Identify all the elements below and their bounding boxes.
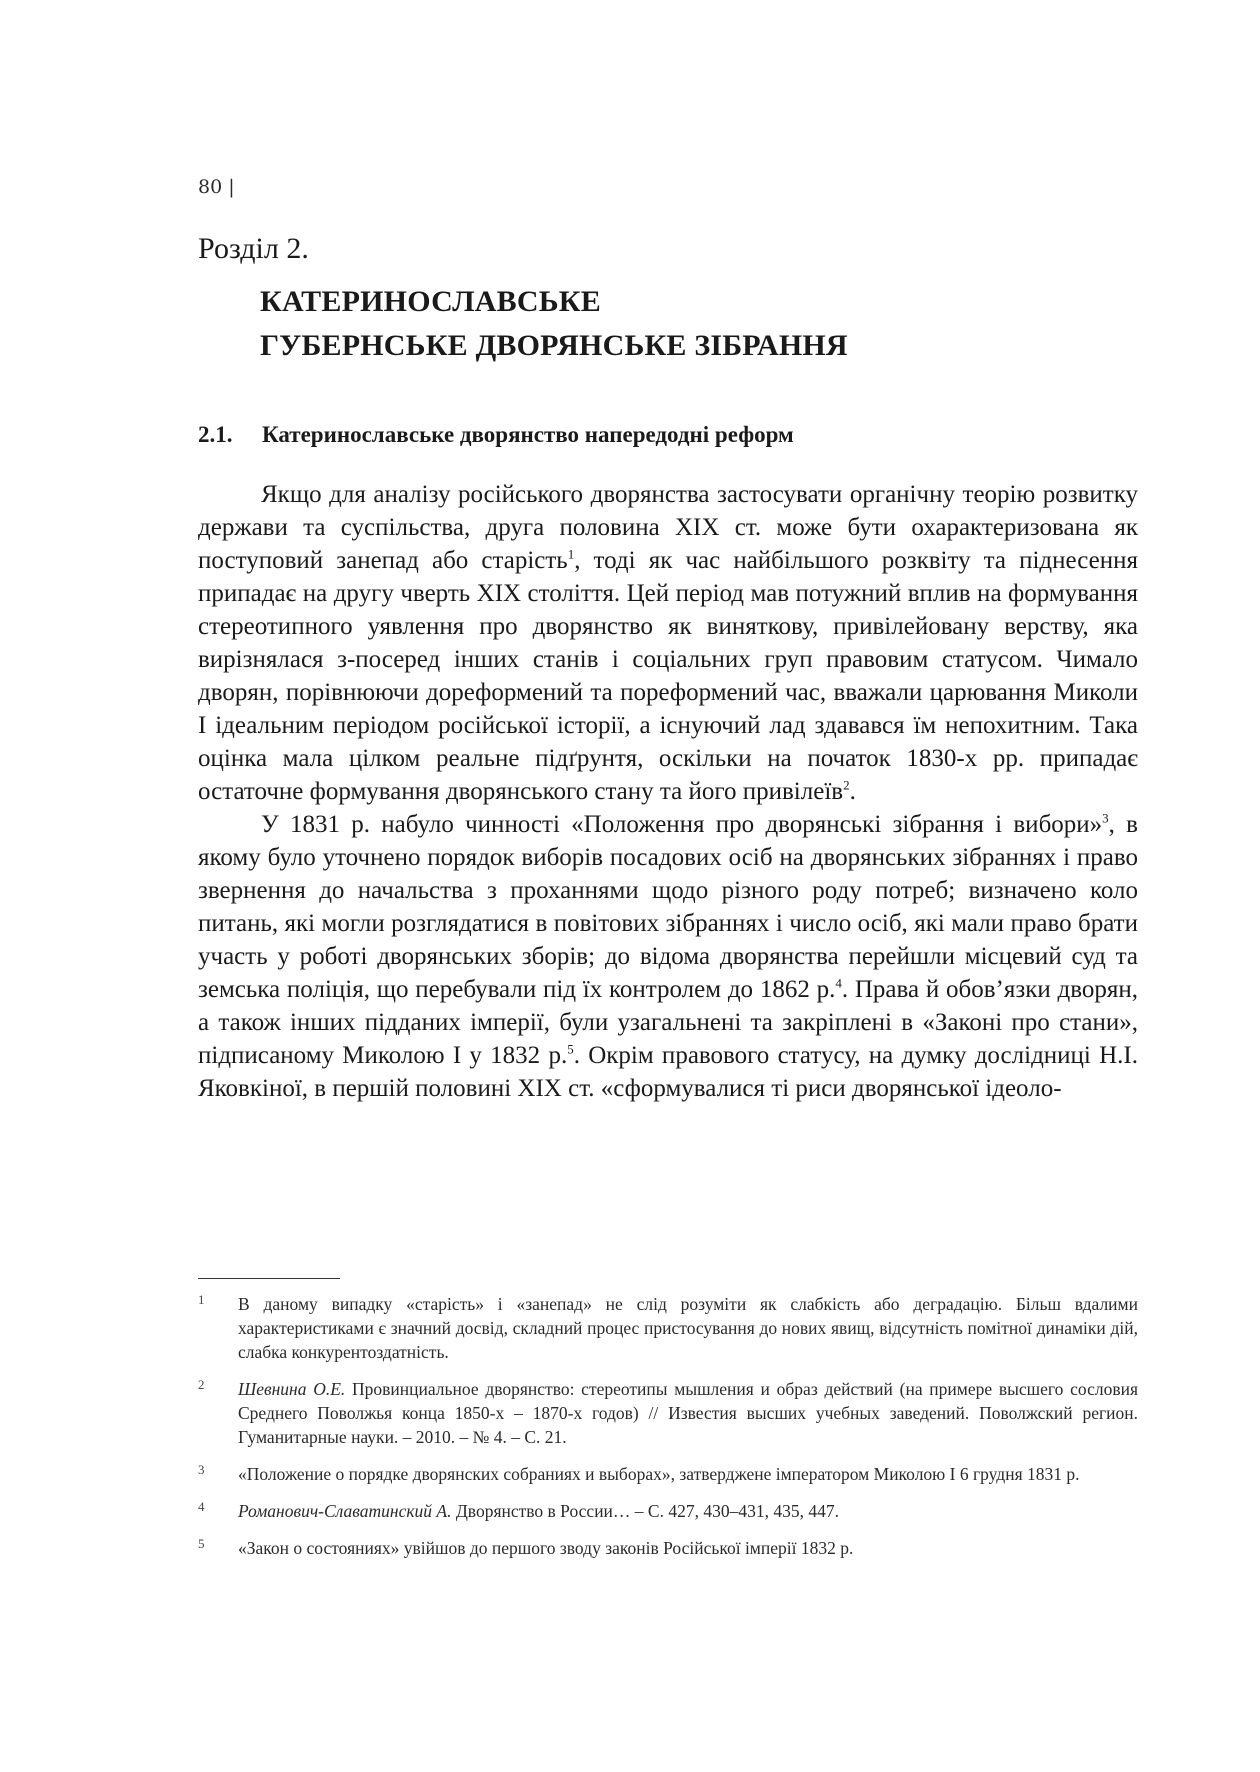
footnotes — [198, 1292, 1138, 1573]
footnote-number: 1 — [198, 1292, 205, 1307]
subsection-title: Катеринославське дворянство напередодні реформ — [262, 422, 794, 447]
footnote-number: 3 — [198, 1462, 205, 1477]
chapter-title-line: ГУБЕРНСЬКЕ ДВОРЯНСЬКЕ ЗІБРАННЯ — [260, 329, 848, 362]
text-run: Провинциальное дворянство: стереотипы мышления и образ действий (на примере высшего сословия Среднего Поволжья конца 1850-х – 1870-х годов) // Известия высших учебных заведений. Поволжский регион. Гуманитарные науки. – 2010. – № 4. – С. 21. — [238, 1379, 1138, 1447]
citation-author: Романович-Славатинский А. — [238, 1501, 452, 1521]
footnote-number: 2 — [198, 1377, 205, 1392]
text-run: У 1831 р. набуло чинності «Положення про дворянські зібрання і вибори» — [261, 811, 1103, 838]
footnote-text — [238, 1377, 1138, 1449]
footnote-ref[interactable]: 5 — [567, 1041, 574, 1057]
chapter-title-line: КАТЕРИНОСЛАВСЬКЕ — [260, 285, 601, 318]
footnote-text — [238, 1462, 1138, 1486]
footnote — [198, 1462, 1138, 1486]
footnote — [198, 1292, 1138, 1364]
paragraph — [198, 478, 1138, 808]
text-run: . Права й обов’язки дворян, а також інших підданих імперії, були узагальнені та закріплені в «Законі про стани», підписаному Миколою I у 1832 р. — [198, 976, 1138, 1069]
footnote-ref[interactable]: 2 — [843, 777, 850, 793]
footnote-text — [238, 1292, 1138, 1364]
text-run: «Закон о состояниях» увійшов до першого зводу законів Російської імперії 1832 р. — [238, 1538, 854, 1558]
text-run: В даному випадку «старість» і «занепад» не слід розуміти як слабкість або деградацію. Більш вдалими характеристиками є значний досвід, складний процес пристосування до нових явищ, відсутність помітної динаміки дій, слабка конкурентоздатність. — [238, 1294, 1138, 1362]
body-text — [198, 478, 1138, 1105]
chapter-title — [260, 280, 848, 368]
page-number: 80 | — [198, 176, 235, 198]
paragraph — [198, 808, 1138, 1105]
text-run: . — [849, 778, 856, 805]
footnote-number: 5 — [198, 1536, 205, 1551]
footnote-text — [238, 1499, 1138, 1523]
footnote-ref[interactable]: 4 — [835, 975, 842, 991]
text-run: «Положение о порядке дворянских собраниях и выборах», затверджене імператором Миколою I 6 грудня 1831 р. — [238, 1464, 1080, 1484]
footnote — [198, 1377, 1138, 1449]
footnote — [198, 1499, 1138, 1523]
footnote-ref[interactable]: 3 — [1102, 810, 1109, 826]
text-run: , в якому було уточнено порядок виборів посадових осіб на дворянських зібраннях і право звернення до начальства з проханнями щодо різного роду потреб; визначено коло питань, які могли розглядатися в повітових зібраннях і число осіб, які мали право брати участь у роботі дворянських зборів; до відома дворянства перейшли місцевий суд та земська поліція, що перебували під їх контролем до 1862 р. — [198, 811, 1138, 1003]
section-label: Розділ 2. — [198, 232, 309, 265]
footnote-ref[interactable]: 1 — [567, 546, 575, 562]
text-run: , тоді як час найбільшого розквіту та піднесення припадає на другу чверть XIX століття. Цей період мав потужний вплив на формування стереотипного уявлення про дворянство як виняткову, привілейовану верству, яка вирізнялася з-посеред інших станів і соціальних груп правовим статусом. Чимало дворян, порівнюючи дореформений та пореформений час, вважали царювання Миколи I ідеальним періодом російської історії, а існуючий лад здавався їм непохитним. Така оцінка мала цілком реальне підґрунтя, оскільки на початок 1830-х рр. припадає остаточне формування дворянського стану та його привілеїв — [198, 547, 1138, 805]
subsection-heading — [198, 422, 794, 448]
text-run: . Окрім правового статусу, на думку дослідниці Н.І. Яковкіної, в першій половині XIX ст. «сформувалися ті риси дворянської ідеоло- — [198, 1042, 1139, 1102]
footnote-separator — [198, 1278, 340, 1279]
subsection-number: 2.1. — [198, 422, 233, 447]
text-run: Дворянство в России… – С. 427, 430–431, 435, 447. — [451, 1501, 839, 1521]
footnote — [198, 1536, 1138, 1560]
footnote-text — [238, 1536, 1138, 1560]
citation-author: Шевнина О.Е. — [238, 1379, 346, 1399]
text-run: Якщо для аналізу російського дворянства застосувати органічну теорію розвитку держави та суспільства, друга половина XIX ст. може бути охарактеризована як поступовий занепад або старість — [198, 481, 1138, 574]
footnote-number: 4 — [198, 1499, 205, 1514]
